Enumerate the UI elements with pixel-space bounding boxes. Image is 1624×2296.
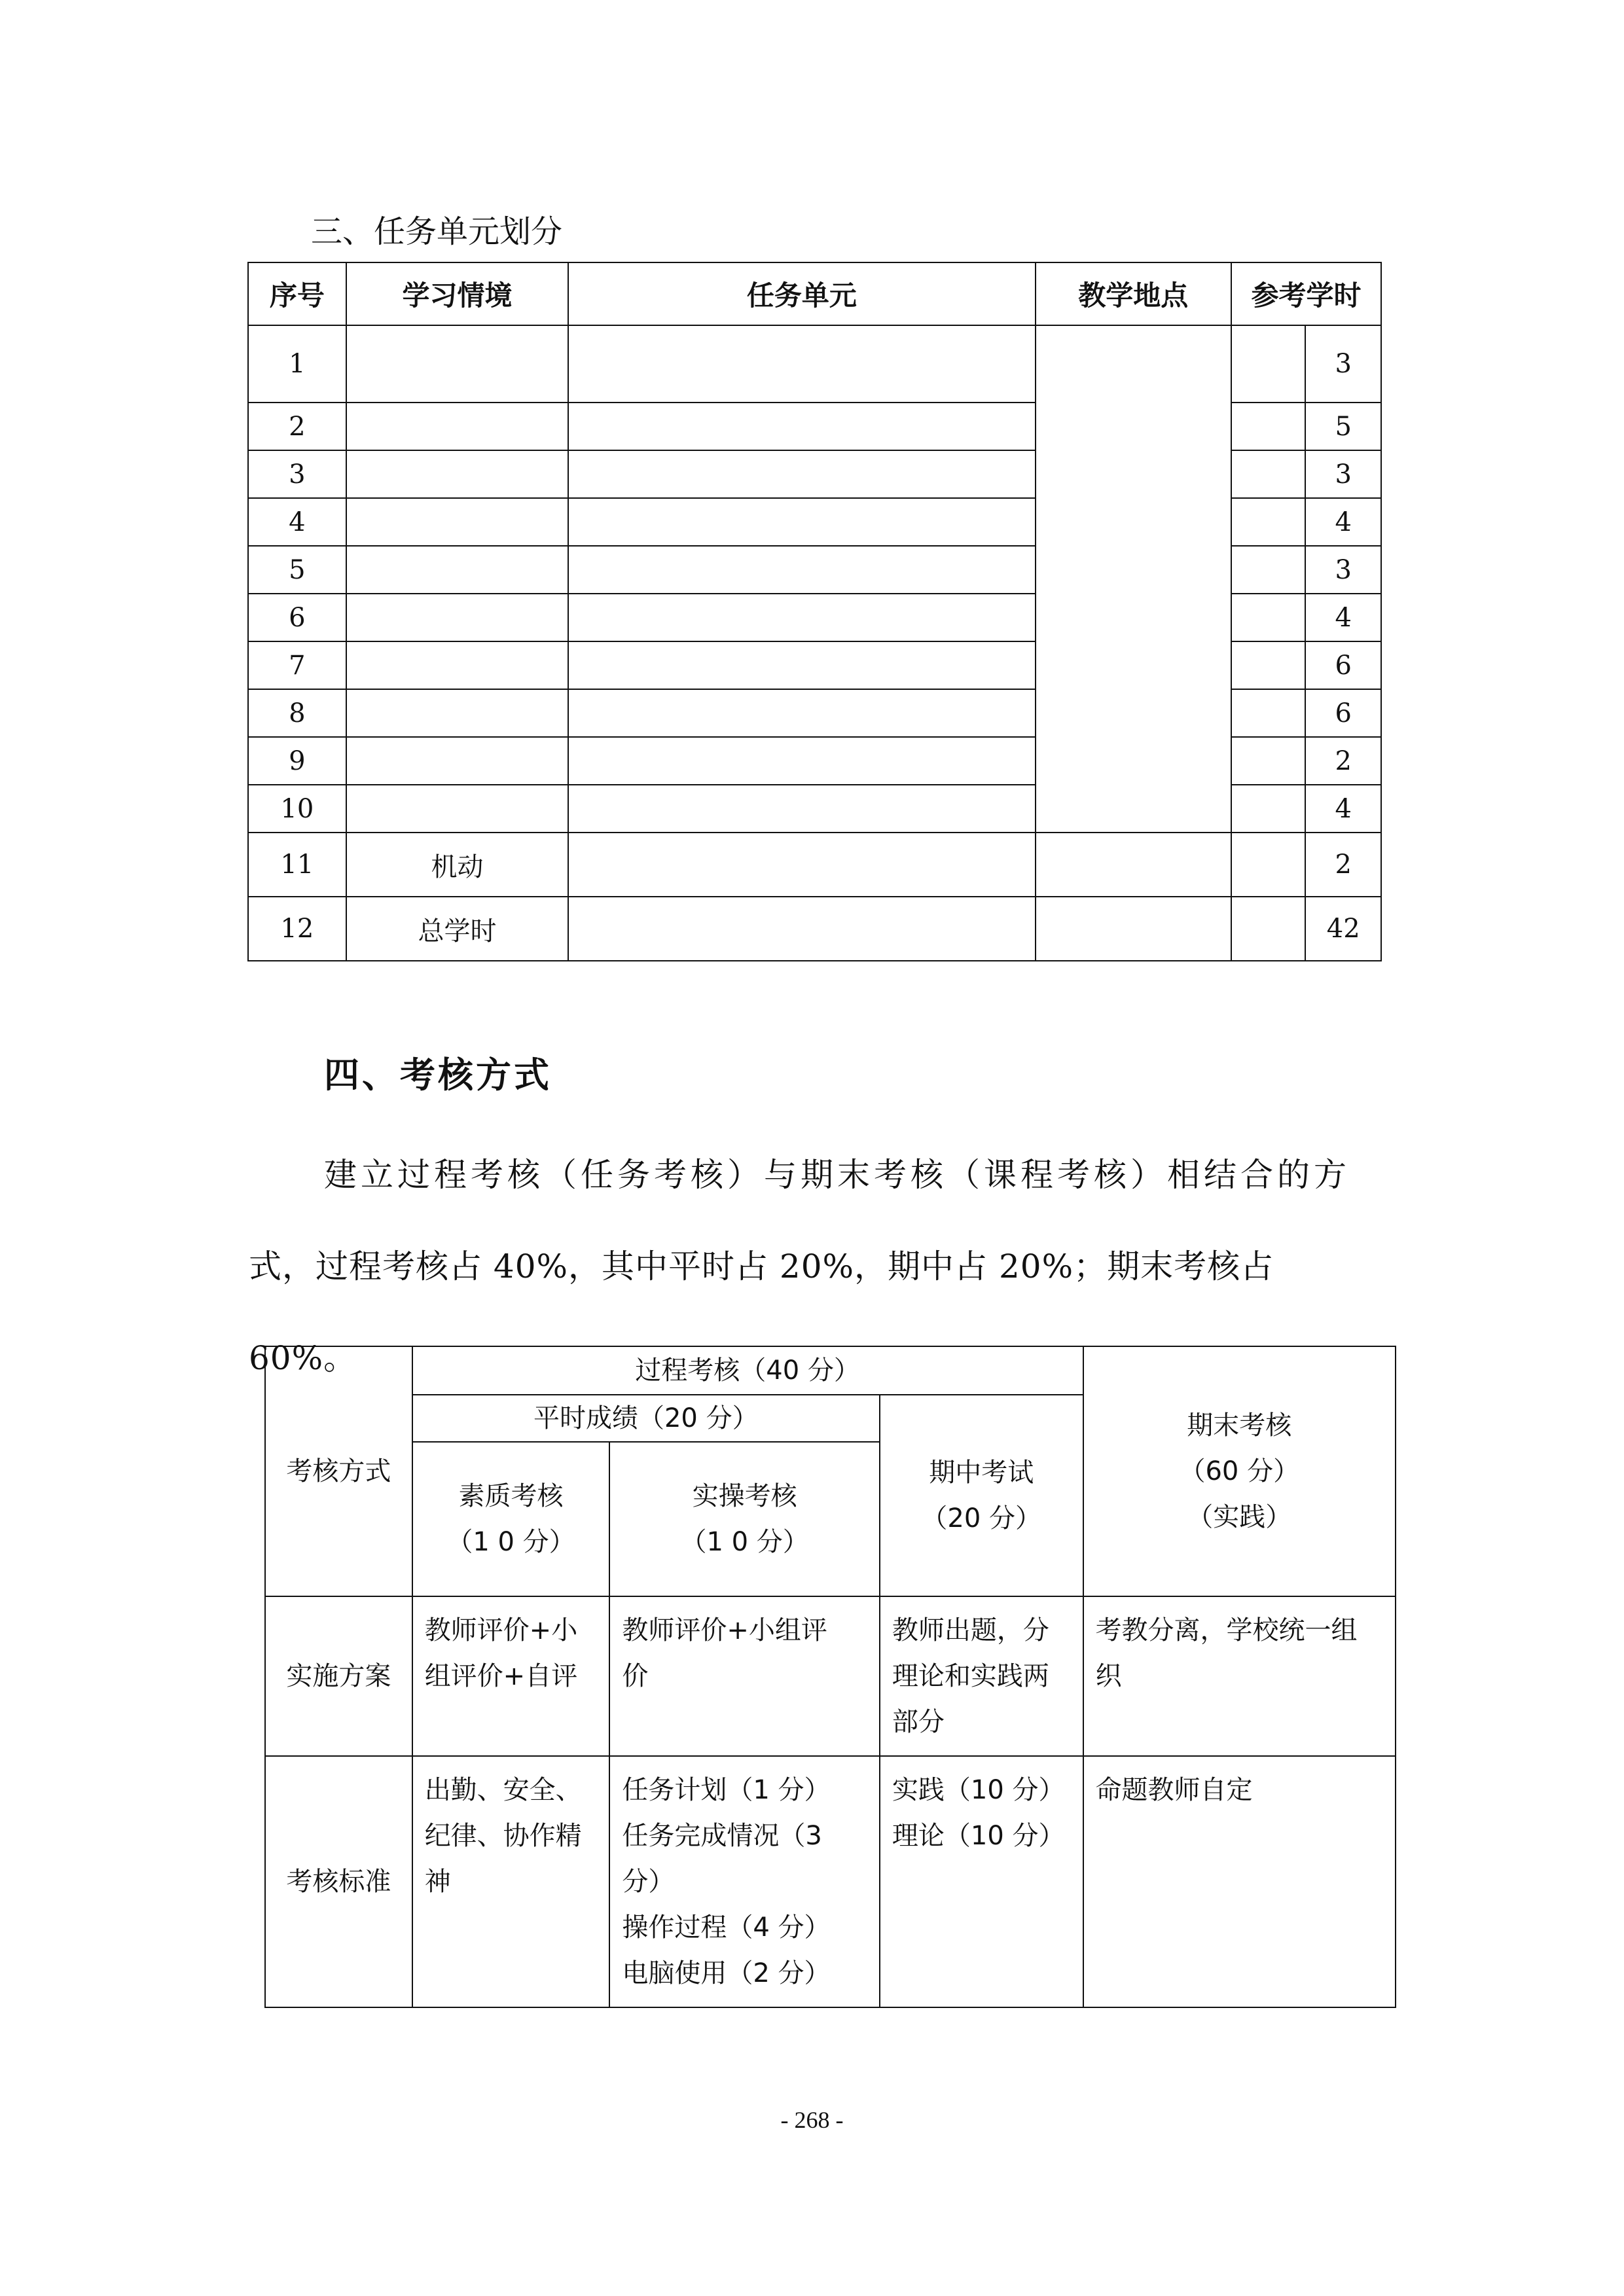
row-no: 11 xyxy=(248,833,346,897)
plan-midterm xyxy=(880,1596,1083,1756)
quality-label: 素质考核 xyxy=(458,1481,564,1511)
row-no: 2 xyxy=(248,403,346,450)
row-blank xyxy=(1231,641,1306,689)
cell-line: 操作过程（4 分） xyxy=(622,1912,831,1943)
header-hours: 参考学时 xyxy=(1231,262,1381,325)
row-task xyxy=(568,897,1035,961)
cell-line: 组评价+自评 xyxy=(424,1661,578,1691)
paragraph-line-2: 式，过程考核占 40%，其中平时占 20%，期中占 20%；期末考核占 60%。 xyxy=(249,1247,1274,1377)
cell-line: 教师评价+小组评 xyxy=(622,1615,827,1645)
midterm-score: （20 分） xyxy=(921,1503,1042,1534)
row-blank xyxy=(1231,403,1306,450)
midterm-label: 期中考试 xyxy=(929,1458,1034,1488)
row-situation xyxy=(346,498,569,546)
row-situation xyxy=(346,737,569,785)
final-score: （60 分） xyxy=(1179,1456,1300,1486)
row-blank xyxy=(1231,833,1306,897)
final-note: （实践） xyxy=(1187,1502,1292,1532)
row-hours: 3 xyxy=(1305,450,1381,498)
std-practical xyxy=(609,1756,880,2007)
midterm-cell xyxy=(880,1395,1083,1596)
row-no: 8 xyxy=(248,689,346,737)
table-row xyxy=(248,833,1381,897)
row-blank xyxy=(1231,594,1306,641)
row-blank xyxy=(1231,450,1306,498)
cell-line: 分） xyxy=(622,1867,675,1897)
row-hours: 6 xyxy=(1305,641,1381,689)
cell-line: 命题教师自定 xyxy=(1095,1775,1253,1805)
row-blank xyxy=(1231,689,1306,737)
row-no: 7 xyxy=(248,641,346,689)
row-location xyxy=(1036,833,1231,897)
cell-line: 织 xyxy=(1095,1661,1122,1691)
row-no: 10 xyxy=(248,785,346,833)
row-situation xyxy=(346,325,569,403)
row-task xyxy=(568,785,1035,833)
row-hours: 4 xyxy=(1305,498,1381,546)
row-no: 9 xyxy=(248,737,346,785)
header-location: 教学地点 xyxy=(1036,262,1231,325)
row-no: 4 xyxy=(248,498,346,546)
practical-score: （1 0 分） xyxy=(680,1527,809,1557)
row-situation xyxy=(346,546,569,594)
row-task xyxy=(568,833,1035,897)
row-task xyxy=(568,403,1035,450)
cell-line: 考教分离，学校统一组 xyxy=(1095,1615,1358,1645)
row-hours: 5 xyxy=(1305,403,1381,450)
cell-line: 实践（10 分） xyxy=(892,1775,1065,1805)
std-final xyxy=(1083,1756,1396,2007)
row-blank xyxy=(1231,546,1306,594)
row-hours: 2 xyxy=(1305,737,1381,785)
header-no: 序号 xyxy=(248,262,346,325)
header-situation: 学习情境 xyxy=(346,262,569,325)
row-task xyxy=(568,689,1035,737)
assessment-row xyxy=(265,1756,1396,2007)
table-row xyxy=(248,325,1381,403)
quality-cell xyxy=(412,1442,610,1596)
row-blank xyxy=(1231,737,1306,785)
row-situation: 机动 xyxy=(346,833,569,897)
std-quality xyxy=(412,1756,610,2007)
row-hours: 2 xyxy=(1305,833,1381,897)
cell-line: 教师出题，分 xyxy=(892,1615,1049,1645)
row-situation xyxy=(346,594,569,641)
cell-line: 任务计划（1 分） xyxy=(622,1775,831,1805)
row-no: 6 xyxy=(248,594,346,641)
row-blank xyxy=(1231,897,1306,961)
row-hours: 3 xyxy=(1305,325,1381,403)
row-hours: 4 xyxy=(1305,785,1381,833)
std-midterm xyxy=(880,1756,1083,2007)
process-label: 过程考核（40 分） xyxy=(412,1346,1083,1395)
row-hours: 6 xyxy=(1305,689,1381,737)
cell-line: 出勤、安全、 xyxy=(424,1775,582,1805)
task-unit-table xyxy=(247,262,1382,961)
plan-final xyxy=(1083,1596,1396,1756)
cell-line: 价 xyxy=(622,1661,649,1691)
row-task xyxy=(568,325,1035,403)
row-task xyxy=(568,450,1035,498)
row-location xyxy=(1036,897,1231,961)
quality-score: （1 0 分） xyxy=(446,1527,575,1557)
usual-label: 平时成绩（20 分） xyxy=(412,1395,880,1442)
cell-line: 理论（10 分） xyxy=(892,1821,1065,1851)
row-no: 12 xyxy=(248,897,346,961)
cell-line: 理论和实践两 xyxy=(892,1661,1049,1691)
plan-practical xyxy=(609,1596,880,1756)
header-task: 任务单元 xyxy=(568,262,1035,325)
practical-cell xyxy=(609,1442,880,1596)
row-situation xyxy=(346,403,569,450)
table-header-row xyxy=(248,262,1381,325)
location-merged-cell xyxy=(1036,325,1231,833)
section-4-heading: 四、考核方式 xyxy=(324,1054,552,1096)
cell-line: 教师评价+小 xyxy=(424,1615,578,1645)
plan-label: 实施方案 xyxy=(265,1596,412,1756)
assessment-row xyxy=(265,1346,1396,1395)
row-task xyxy=(568,546,1035,594)
paragraph-line-1: 建立过程考核（任务考核）与期末考核（课程考核）相结合的方 xyxy=(324,1156,1350,1194)
row-blank xyxy=(1231,325,1306,403)
cell-line: 纪律、协作精 xyxy=(424,1821,582,1851)
cell-line: 电脑使用（2 分） xyxy=(622,1958,831,1988)
row-blank xyxy=(1231,785,1306,833)
std-label: 考核标准 xyxy=(265,1756,412,2007)
row-no: 3 xyxy=(248,450,346,498)
table-row xyxy=(248,897,1381,961)
practical-label: 实操考核 xyxy=(692,1481,797,1511)
row-task xyxy=(568,737,1035,785)
row-task xyxy=(568,498,1035,546)
row-hours: 42 xyxy=(1305,897,1381,961)
row-situation: 总学时 xyxy=(346,897,569,961)
method-label: 考核方式 xyxy=(265,1346,412,1596)
page-number: - 268 - xyxy=(780,2107,844,2133)
row-situation xyxy=(346,641,569,689)
final-label: 期末考核 xyxy=(1187,1410,1292,1441)
cell-line: 部分 xyxy=(892,1707,945,1737)
final-cell xyxy=(1083,1346,1396,1596)
row-situation xyxy=(346,689,569,737)
row-no: 1 xyxy=(248,325,346,403)
cell-line: 神 xyxy=(424,1867,451,1897)
row-hours: 3 xyxy=(1305,546,1381,594)
row-task xyxy=(568,641,1035,689)
assessment-table xyxy=(264,1346,1396,2008)
row-situation xyxy=(346,450,569,498)
row-hours: 4 xyxy=(1305,594,1381,641)
row-task xyxy=(568,594,1035,641)
row-no: 5 xyxy=(248,546,346,594)
section-3-heading: 三、任务单元划分 xyxy=(311,213,563,250)
assessment-row xyxy=(265,1596,1396,1756)
row-blank xyxy=(1231,498,1306,546)
row-situation xyxy=(346,785,569,833)
plan-quality xyxy=(412,1596,610,1756)
cell-line: 任务完成情况（3 xyxy=(622,1821,822,1851)
